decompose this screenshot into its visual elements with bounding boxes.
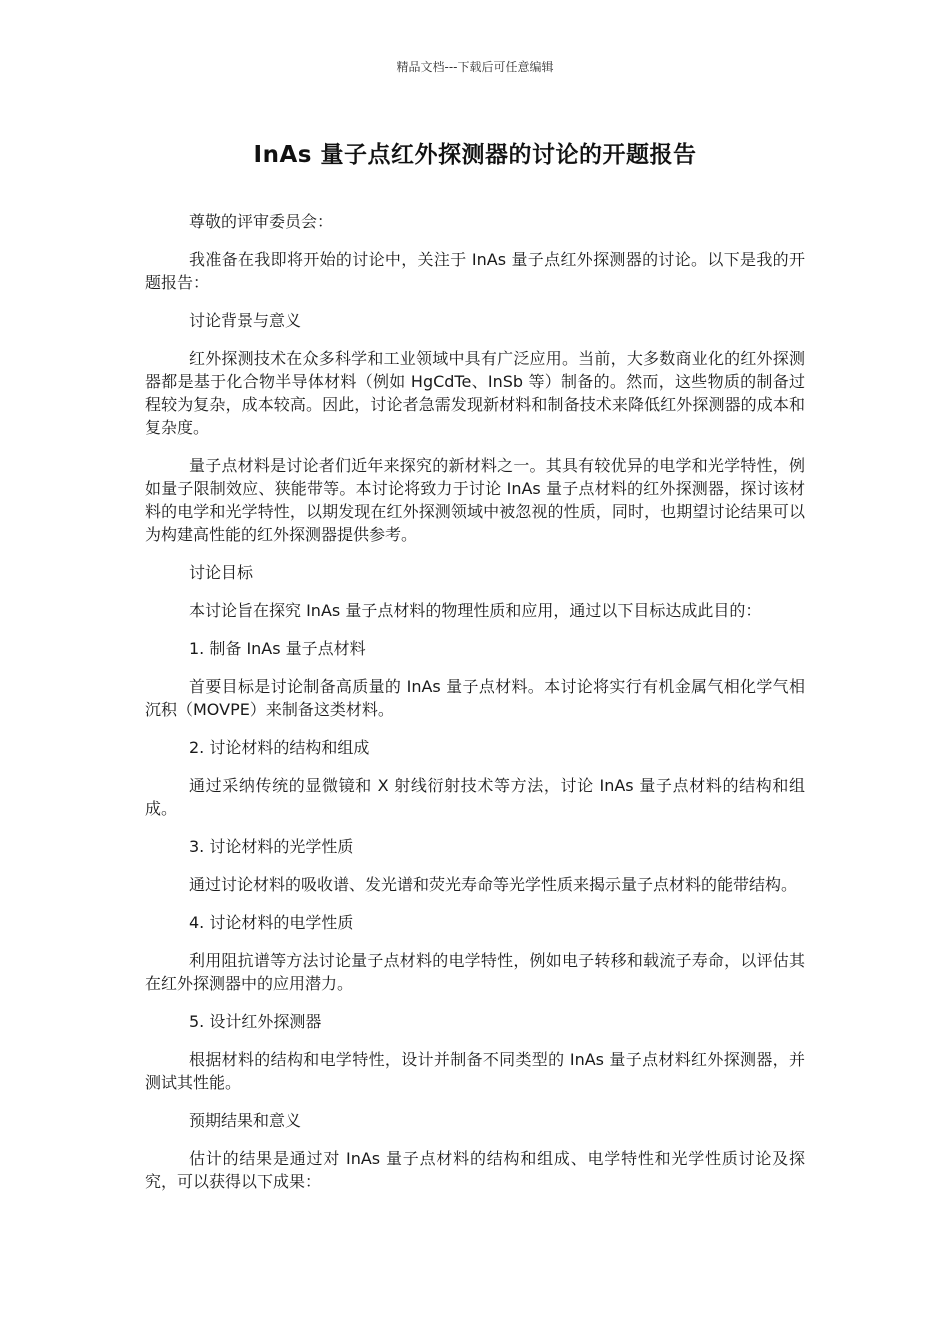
- goal-5-paragraph: 根据材料的结构和电学特性，设计并制备不同类型的 InAs 量子点材料红外探测器，并测试其性能。: [145, 1050, 805, 1092]
- salutation: 尊敬的评审委员会：: [189, 212, 334, 231]
- goal-4-heading: 4. 讨论材料的电学性质: [189, 913, 354, 932]
- goal-1-paragraph: 首要目标是讨论制备高质量的 InAs 量子点材料。本讨论将实行有机金属气相化学气相沉积（MOVPE）来制备这类材料。: [145, 677, 805, 719]
- goals-intro-paragraph: 本讨论旨在探究 InAs 量子点材料的物理性质和应用，通过以下目标达成此目的：: [189, 601, 762, 620]
- section-heading-background: 讨论背景与意义: [189, 311, 302, 330]
- document-title: InAs 量子点红外探测器的讨论的开题报告: [253, 142, 697, 168]
- page-header: 精品文档---下载后可任意编辑: [396, 60, 554, 74]
- intro-paragraph: 我准备在我即将开始的讨论中，关注于 InAs 量子点红外探测器的讨论。以下是我的开题报告：: [145, 250, 805, 292]
- goal-3-paragraph: 通过讨论材料的吸收谱、发光谱和荧光寿命等光学性质来揭示量子点材料的能带结构。: [189, 875, 798, 894]
- goal-1-heading: 1. 制备 InAs 量子点材料: [189, 639, 366, 658]
- goal-3-heading: 3. 讨论材料的光学性质: [189, 837, 354, 856]
- goal-5-heading: 5. 设计红外探测器: [189, 1012, 322, 1031]
- background-paragraph-2: 量子点材料是讨论者们近年来探究的新材料之一。其具有较优异的电学和光学特性，例如量子限制效应、狭能带等。本讨论将致力于讨论 InAs 量子点材料的红外探测器，探讨该材料的电学和光学特性，以期发现在红外探测领域中被忽视的性质，同时，也期望讨论结果可以为构建高性能的红外探测器提供参考。: [145, 456, 805, 544]
- section-heading-goals: 讨论目标: [189, 563, 254, 582]
- goal-2-heading: 2. 讨论材料的结构和组成: [189, 738, 370, 757]
- background-paragraph-1: 红外探测技术在众多科学和工业领域中具有广泛应用。当前，大多数商业化的红外探测器都是基于化合物半导体材料（例如 HgCdTe、InSb 等）制备的。然而，这些物质的制备过程较为复杂，成本较高。因此，讨论者急需发现新材料和制备技术来降低红外探测器的成本和复杂度。: [145, 349, 805, 437]
- goal-2-paragraph: 通过采纳传统的显微镜和 X 射线衍射技术等方法，讨论 InAs 量子点材料的结构和组成。: [145, 776, 805, 818]
- results-paragraph: 估计的结果是通过对 InAs 量子点材料的结构和组成、电学特性和光学性质讨论及探究，可以获得以下成果：: [145, 1149, 805, 1191]
- document-body: [145, 210, 805, 1208]
- goal-4-paragraph: 利用阻抗谱等方法讨论量子点材料的电学特性，例如电子转移和载流子寿命，以评估其在红外探测器中的应用潜力。: [145, 951, 805, 993]
- section-heading-results: 预期结果和意义: [189, 1111, 302, 1130]
